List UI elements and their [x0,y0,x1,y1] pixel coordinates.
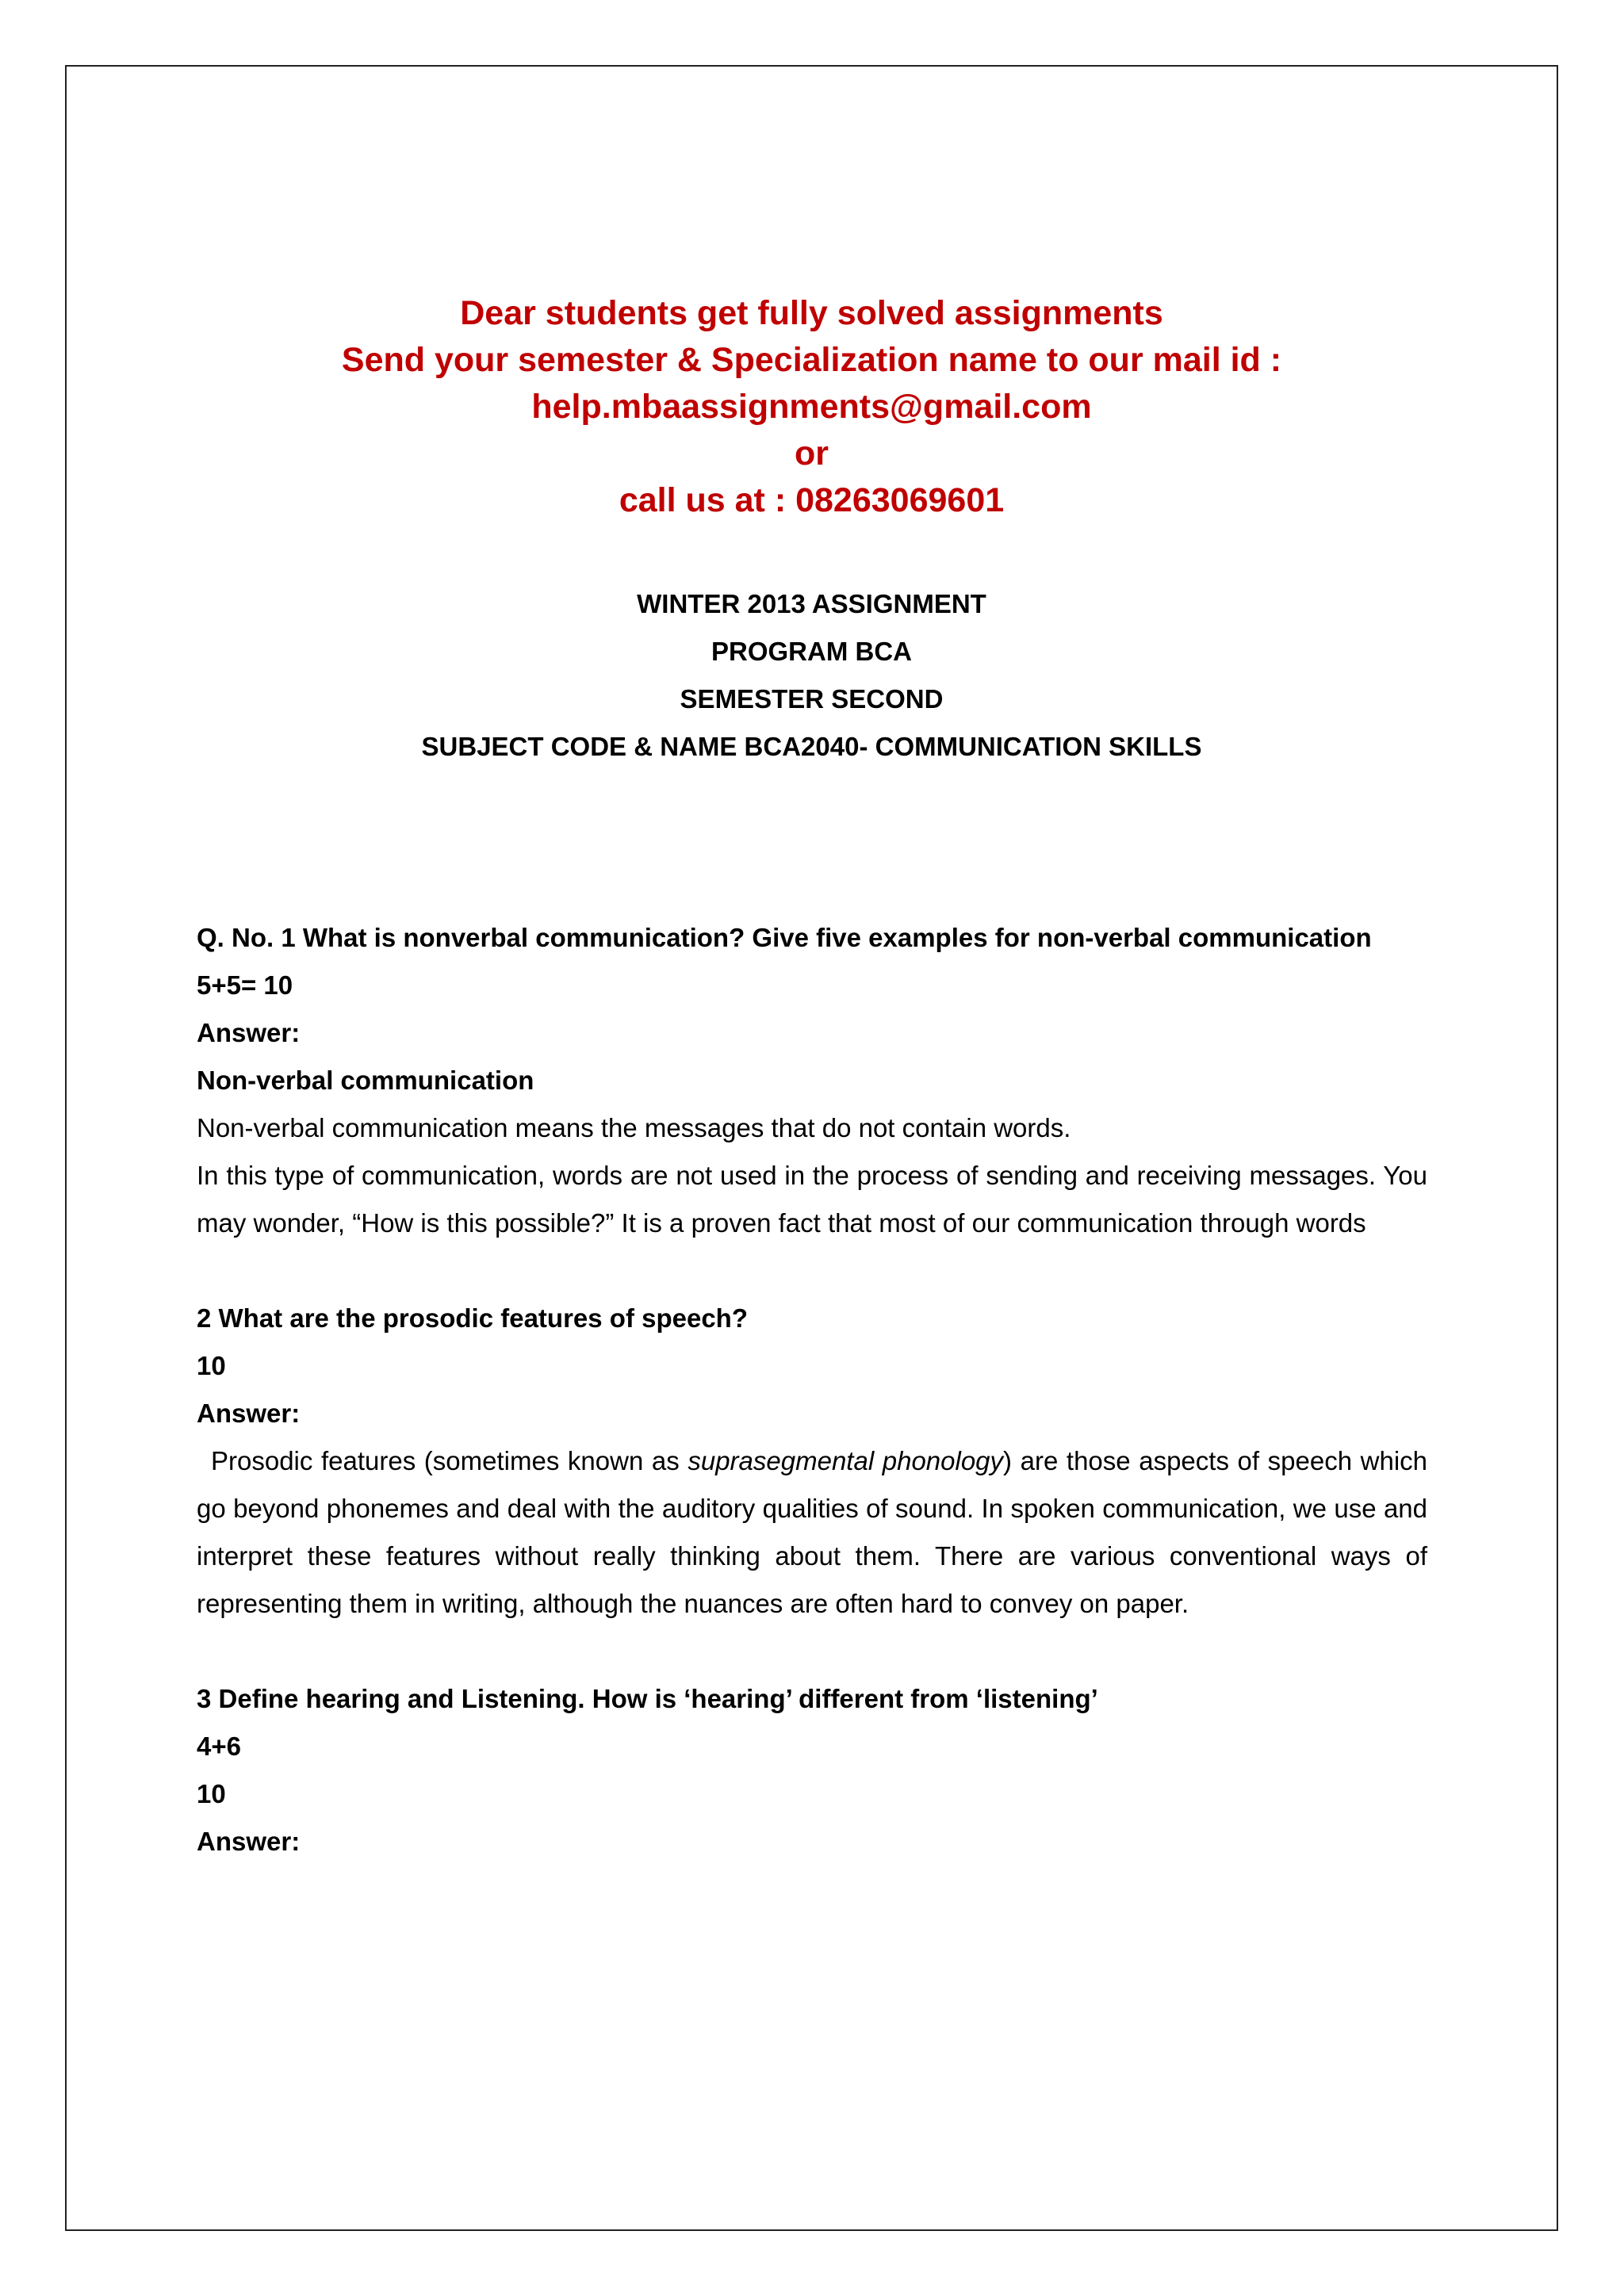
q2-answer-label: Answer: [197,1399,301,1428]
q3-marks-total: 10 [197,1779,226,1808]
q3-question: 3 Define hearing and Listening. How is ‘hearing’ different from ‘listening’ [197,1684,1098,1713]
promo-call: call us at : 08263069601 [619,481,1005,519]
q1-question: Q. No. 1 What is nonverbal communication? Give five examples for non-verbal communication [197,923,1372,952]
q1-answer-label: Answer: [197,1018,301,1047]
header-term: WINTER 2013 ASSIGNMENT [637,589,986,618]
q2-marks: 10 [197,1351,226,1380]
header-semester: SEMESTER SECOND [680,684,944,714]
spacer [197,1628,1427,1675]
q2-question: 2 What are the prosodic features of speech? [197,1303,748,1333]
q1-paragraph-1: Non-verbal communication means the messages that do not contain words. [197,1113,1071,1142]
promo-line-2: Send your semester & Specialization name to our mail id : [341,341,1282,379]
spacer [197,1247,1427,1295]
q3-answer-label: Answer: [197,1827,301,1856]
q2-paragraph [197,1437,1427,1628]
q1-subheading: Non-verbal communication [197,1066,534,1095]
header-program: PROGRAM BCA [711,637,912,666]
q2-paragraph-start: Prosodic features (sometimes known as [211,1446,688,1475]
q3-marks-split: 4+6 [197,1732,241,1761]
assignment-header [65,580,1558,771]
promo-block [65,290,1558,524]
assignment-content [197,914,1427,1866]
promo-or: or [795,434,829,473]
q1-paragraph-2: In this type of communication, words are not used in the process of sending and receiving messages. You may wonder, “How is this possible?” It is a proven fact that most of our communication through words [197,1161,1427,1238]
header-subject: SUBJECT CODE & NAME BCA2040- COMMUNICATION SKILLS [421,732,1202,761]
q1-marks: 5+5= 10 [197,970,293,1000]
promo-email: help.mbaassignments@gmail.com [531,388,1092,426]
promo-line-1: Dear students get fully solved assignments [460,294,1163,332]
q2-paragraph-end: ) are those aspects of speech which go beyond phonemes and deal with the auditory qualities of sound. In spoken communication, we use and interpret these features without really thinking about them. There are various conventional ways of representing them in writing, although the nuances are often hard to convey on paper. [197,1446,1428,1618]
q2-paragraph-italic: suprasegmental phonology [688,1446,1004,1475]
